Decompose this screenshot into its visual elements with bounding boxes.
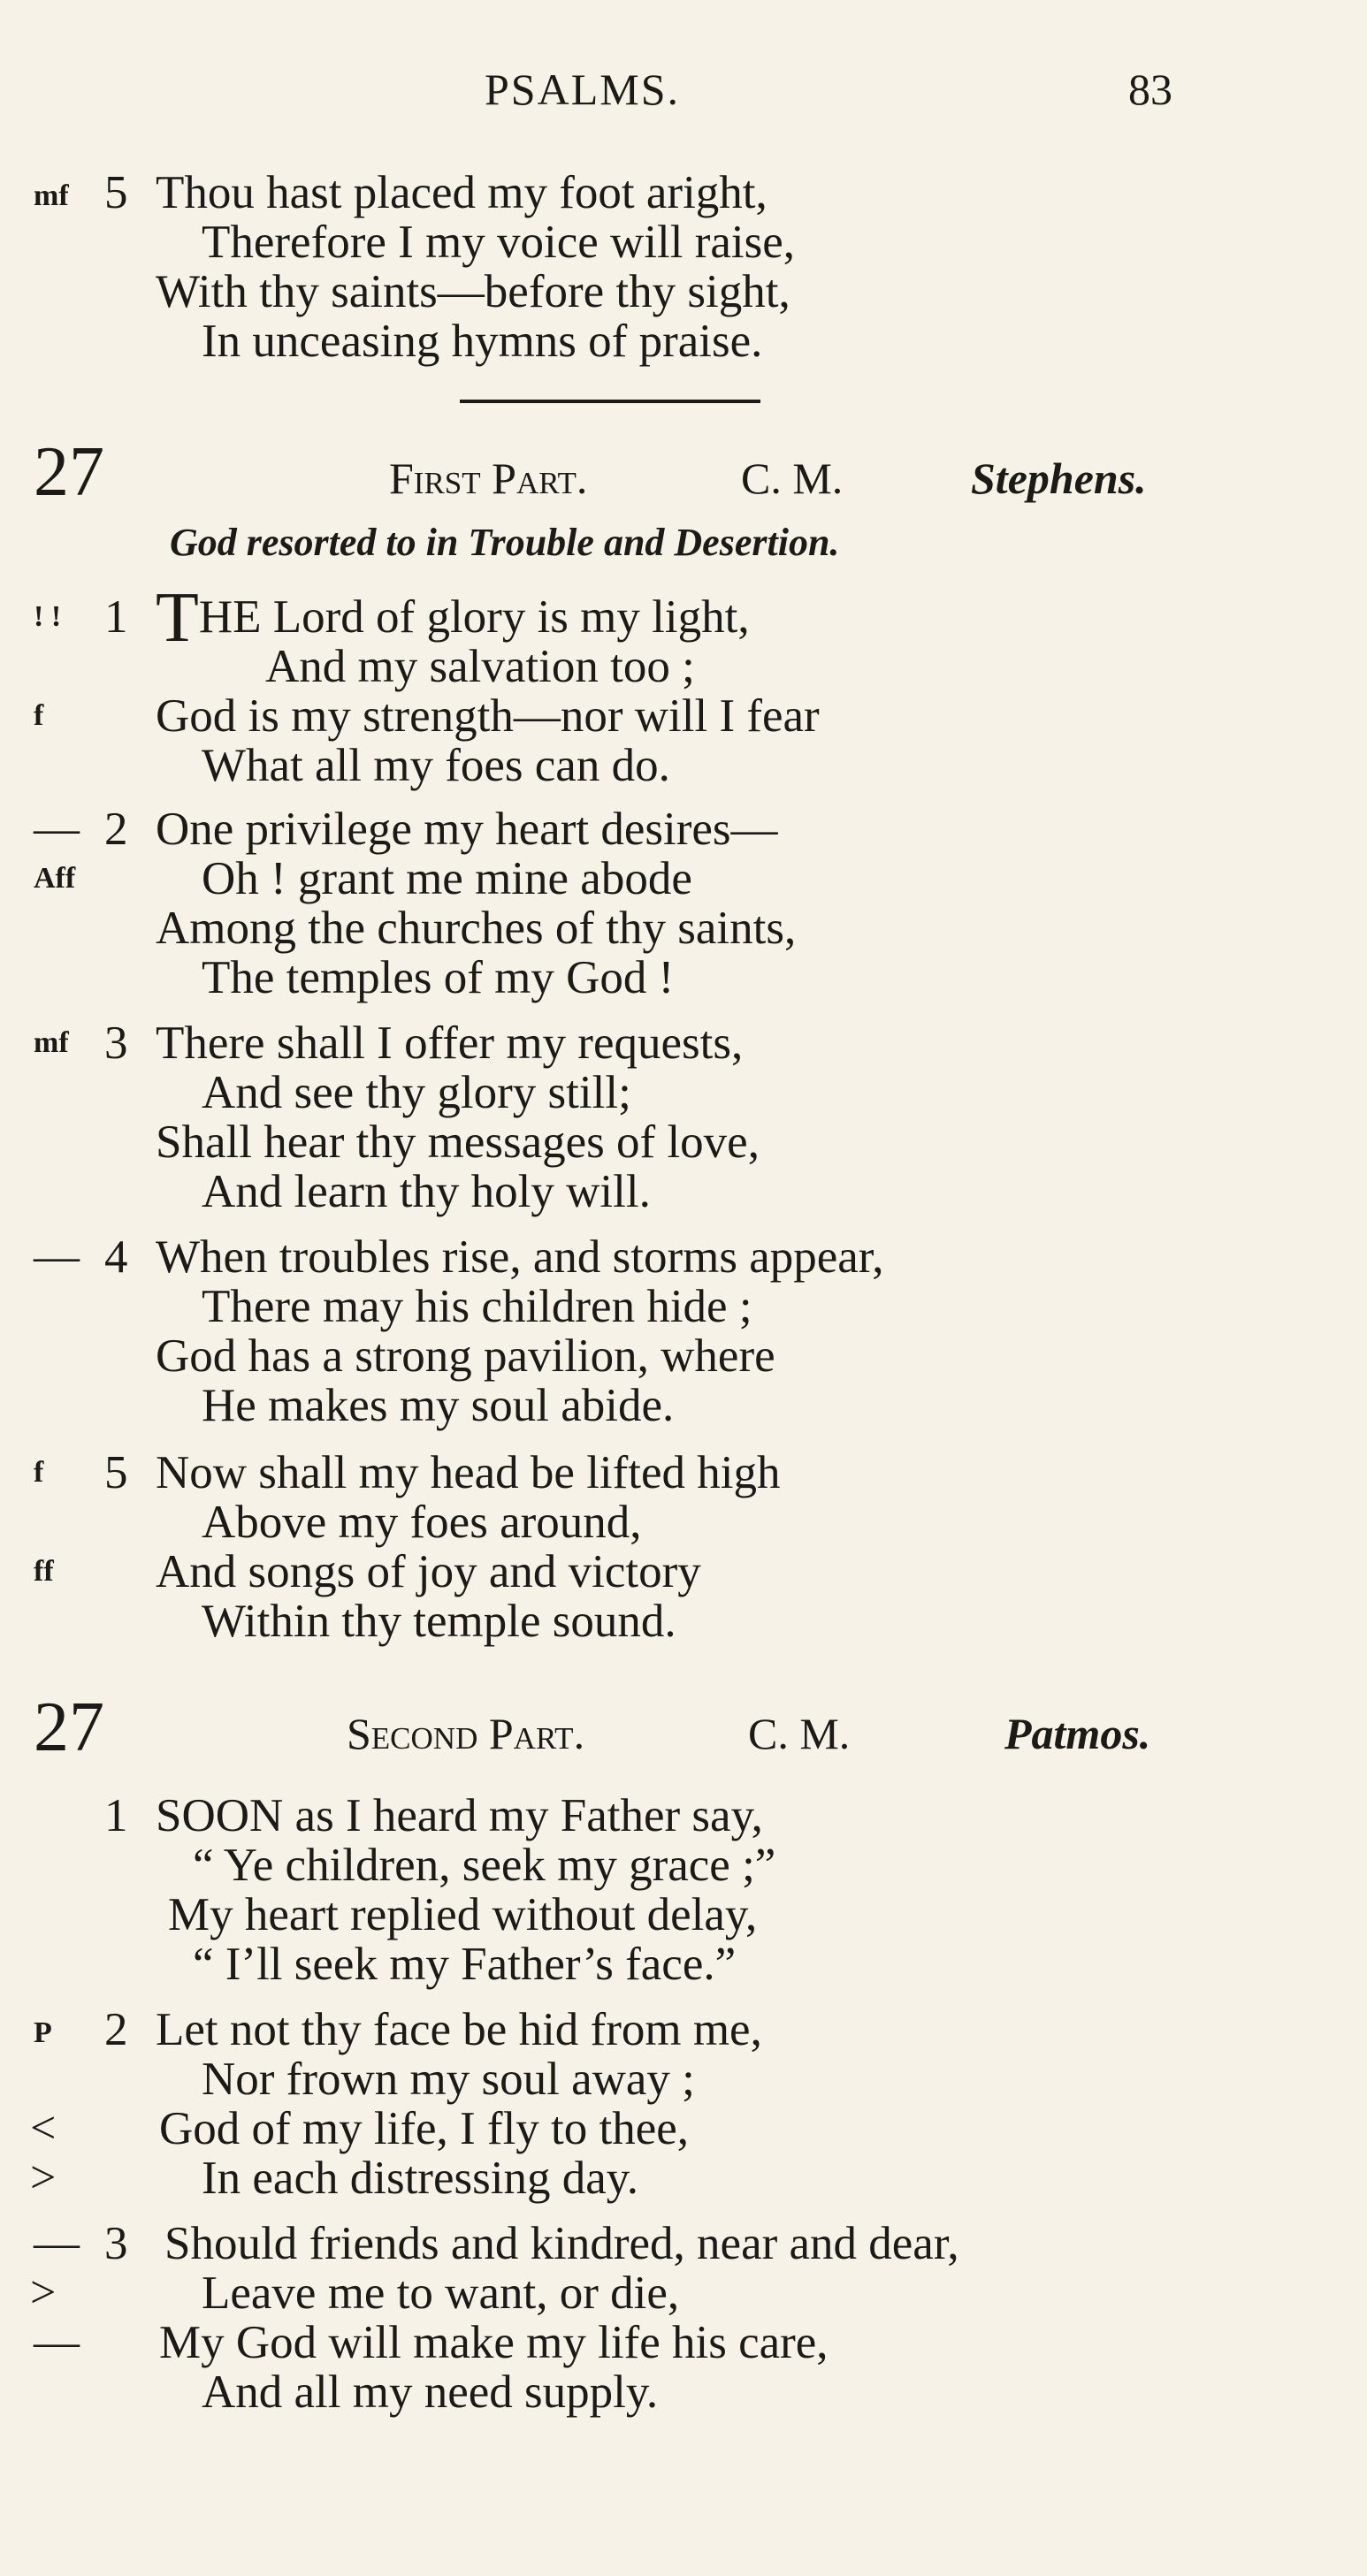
verse-line: God of my life, I fly to thee, — [159, 2103, 690, 2154]
stanza-number: 3 — [104, 2218, 128, 2269]
hymn-number: 27 — [34, 433, 104, 511]
hymn-meter: C. M. — [748, 1709, 851, 1758]
verse-line: Should friends and kindred, near and dear, — [164, 2218, 959, 2269]
stanza-number: 3 — [104, 1017, 128, 1069]
verse-line: Within thy temple sound. — [202, 1596, 676, 1647]
dynamic-mark: f — [34, 1456, 44, 1489]
verse-line: In each distressing day. — [202, 2153, 639, 2204]
verse-line: Oh ! grant me mine abode — [202, 853, 692, 904]
stanza-number: 1 — [104, 1790, 128, 1841]
dynamic-mark: — — [34, 2317, 80, 2367]
section-divider — [460, 400, 760, 403]
verse-line: The temples of my God ! — [202, 952, 675, 1003]
verse-line: My heart replied without delay, — [168, 1889, 758, 1940]
stanza-number: 5 — [104, 1447, 128, 1498]
dynamic-mark: mf — [34, 179, 69, 212]
dynamic-mark: — — [34, 804, 80, 854]
verse-line: “ I’ll seek my Father’s face.” — [193, 1939, 737, 1990]
page-number: 83 — [1128, 65, 1172, 114]
dynamic-mark: P — [34, 2016, 52, 2049]
dynamic-mark: mf — [34, 1026, 69, 1059]
stanza-number: 2 — [104, 804, 128, 855]
verse-line: My God will make my life his care, — [159, 2317, 829, 2368]
page-header — [0, 64, 1367, 126]
dynamic-mark: ff — [34, 1555, 54, 1588]
verse-line: Now shall my head be lifted high — [156, 1447, 781, 1498]
stanza-number: 5 — [104, 167, 128, 218]
tune-name: Patmos. — [1004, 1709, 1151, 1758]
verse-line: Among the churches of thy saints, — [156, 903, 797, 954]
verse-line: He makes my soul abide. — [202, 1380, 675, 1431]
verse-line: Leave me to want, or die, — [202, 2267, 680, 2319]
verse-line: And learn thy holy will. — [202, 1166, 651, 1217]
drop-cap: T — [156, 579, 199, 657]
verse-line: And all my need supply. — [202, 2366, 659, 2418]
stanza-number: 1 — [104, 591, 128, 643]
stanza-number: 2 — [104, 2004, 128, 2055]
verse-line: There shall I offer my requests, — [156, 1017, 744, 1069]
dynamic-mark: — — [34, 1231, 80, 1282]
verse-line: Above my foes around, — [202, 1497, 642, 1548]
hymn-heading — [0, 433, 1367, 511]
verse-line: One privilege my heart desires— — [156, 804, 778, 855]
dynamic-mark: < — [30, 2103, 57, 2153]
verse-line: And songs of joy and victory — [156, 1546, 701, 1597]
dynamic-mark: > — [30, 2267, 57, 2318]
verse-line: Thou hast placed my foot aright, — [156, 167, 768, 218]
hymn-subtitle: God resorted to in Trouble and Desertion. — [170, 521, 840, 564]
hymn-part: First Part. — [389, 453, 588, 503]
verse-line: THE Lord of glory is my light, — [156, 579, 750, 657]
hymn-heading — [0, 1688, 1367, 1766]
hymn-part: Second Part. — [347, 1709, 585, 1758]
verse-line: Shall hear thy messages of love, — [156, 1117, 760, 1168]
stanza-number: 4 — [104, 1231, 128, 1283]
verse-line: There may his children hide ; — [202, 1281, 752, 1332]
hymn-number: 27 — [34, 1688, 104, 1766]
dynamic-mark: ! ! — [34, 600, 62, 633]
verse-line: And my salvation too ; — [265, 641, 695, 692]
verse-line: SOON as I heard my Father say, — [156, 1790, 763, 1841]
running-title: PSALMS. — [485, 65, 681, 114]
tune-name: Stephens. — [971, 453, 1147, 503]
dynamic-mark: Aff — [34, 862, 76, 895]
dynamic-mark: > — [30, 2153, 57, 2203]
verse-line: Let not thy face be hid from me, — [156, 2004, 762, 2055]
verse-line: With thy saints—before thy sight, — [156, 266, 790, 317]
hymn-meter: C. M. — [741, 453, 844, 503]
verse-line: God is my strength—nor will I fear — [156, 690, 820, 742]
verse-line: In unceasing hymns of praise. — [202, 316, 763, 367]
verse-line: Nor frown my soul away ; — [202, 2054, 695, 2105]
verse-line: And see thy glory still; — [202, 1067, 631, 1118]
dynamic-mark: — — [34, 2218, 80, 2268]
verse-line: What all my foes can do. — [202, 740, 670, 791]
verse-line: When troubles rise, and storms appear, — [156, 1231, 884, 1283]
verse-line: Therefore I my voice will raise, — [202, 217, 796, 268]
dynamic-mark: f — [34, 699, 44, 732]
verse-line: God has a strong pavilion, where — [156, 1330, 775, 1382]
verse-line: “ Ye children, seek my grace ;” — [193, 1840, 776, 1891]
